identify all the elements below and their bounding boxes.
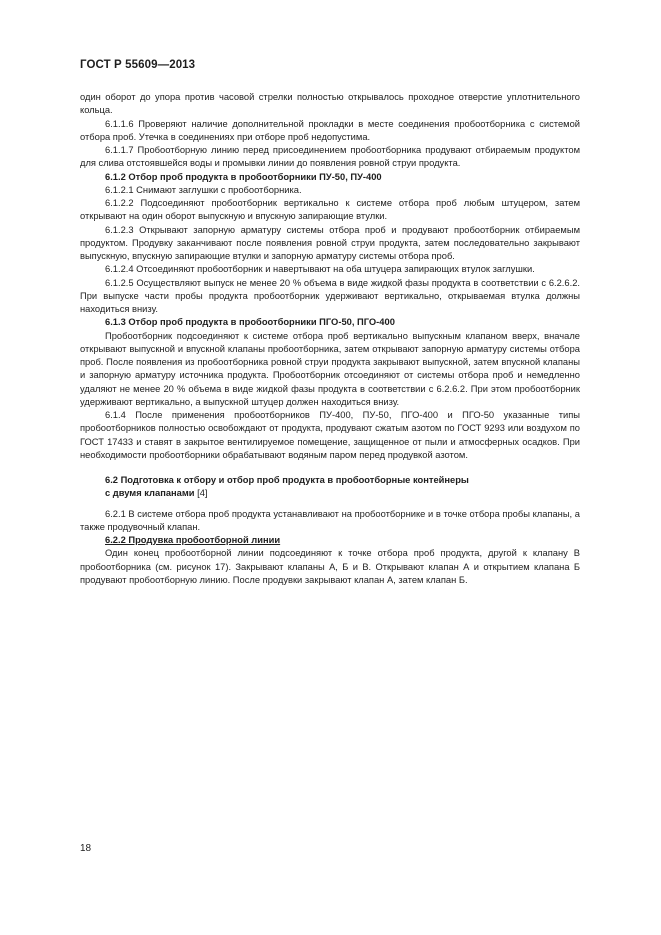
paragraph-continuation: один оборот до упора против часовой стрелки полностью открывалось проходное отверстие уплотнительного кольца. — [80, 92, 580, 116]
paragraph-6-1-2-2: 6.1.2.2 Подсоединяют пробоотборник вертикально к системе отбора проб любым штуцером, затем открывают на один оборот выпускную и впускную запирающие втулки. — [80, 198, 580, 222]
paragraph-6-1-1-6: 6.1.1.6 Проверяют наличие дополнительной прокладки в месте соединения пробоотборника с системой отбора проб. Утечка в соединениях при отборе проб недопустима. — [80, 118, 580, 142]
paragraph-6-1-2-4: 6.1.2.4 Отсоединяют пробоотборник и навертывают на оба штуцера запирающих втулок заглушки. — [105, 264, 535, 275]
paragraph-6-1-3-body: Пробоотборник подсоединяют к системе отбора проб вертикально выпускным клапаном вверх, вначале открывают выпускной и впускной клапаны пробоотборника, затем открывают запорную арматуру системы отбора проб. После появления из пробоотборника ровной струи продукта закрывают выпускной, затем впускной клапаны и запорную арматуру источника продукта. Пробоотборник отсоединяют от системы отбора проб и немедленно удаляют не менее 20 % объема в виде жидкой фазы продукта в соответствии с 6.2.6.2. При этом пробоотборник удерживают вертикально, а выпускной штуцер должен находиться внизу. — [80, 330, 580, 407]
heading-6-2-reference: [4] — [194, 488, 208, 499]
heading-6-2-line2: с двумя клапанами — [105, 488, 195, 499]
paragraph-6-1-2-1: 6.1.2.1 Снимают заглушки с пробоотборника. — [105, 184, 302, 195]
paragraph-6-1-2-3: 6.1.2.3 Открывают запорную арматуру системы отбора проб и продувают пробоотборник отбираемым продуктом. Продувку заканчивают после появления ровной струи продукта, затем последовательно закрывают выпускную, впускную запирающие втулки и запорную арматуру системы отбора проб. — [80, 224, 580, 261]
heading-6-2-line2-wrap — [80, 487, 580, 500]
heading-6-1-3: 6.1.3 Отбор проб продукта в пробоотборники ПГО-50, ПГО-400 — [105, 317, 395, 328]
heading-6-2-line1: 6.2 Подготовка к отбору и отбор проб продукта в пробоотборные контейнеры — [105, 475, 469, 485]
paragraph-6-2-1: 6.2.1 В системе отбора проб продукта устанавливают на пробоотборнике и в точке отбора пробы клапаны, а также продувочный клапан. — [80, 508, 580, 532]
paragraph-6-2-2-body: Один конец пробоотборной линии подсоединяют к точке отбора проб продукта, другой к клапану В пробоотборника (см. рисунок 17). Закрывают клапаны А, Б и В. Открывают клапан А и открытием клапана Б продувают пробоотборную линию. После продувки закрывают клапан А, затем клапан Б. — [80, 548, 580, 585]
paragraph-6-1-2-5: 6.1.2.5 Осуществляют выпуск не менее 20 % объема в виде жидкой фазы продукта в соответствии с 6.2.6.2. При выпуске части пробы продукта пробоотборник удерживают вертикально, открываемая втулка должны находиться внизу. — [80, 277, 580, 314]
heading-6-1-2: 6.1.2 Отбор проб продукта в пробоотборники ПУ-50, ПУ-400 — [105, 171, 382, 182]
paragraph-6-1-1-7: 6.1.1.7 Пробоотборную линию перед присоединением пробоотборника продувают отбираемым продуктом для слива отстоявшейся воды и промывки линии до появления ровной струи продукта. — [80, 145, 580, 169]
page-number: 18 — [80, 843, 92, 854]
heading-6-2-2 — [80, 534, 580, 547]
document-body — [80, 91, 580, 587]
document-header: ГОСТ Р 55609—2013 — [80, 59, 196, 71]
heading-6-2 — [80, 474, 580, 501]
heading-6-2-2-text: 6.2.2 Продувка пробоотборной линии — [105, 535, 281, 545]
paragraph-6-1-4: 6.1.4 После применения пробоотборников ПУ-400, ПУ-50, ПГО-400 и ПГО-50 указанные типы пробоотборников полностью освобождают от продукта, продувают сжатым азотом по ГОСТ 9293 или воздухом по ГОСТ 17433 и ставят в закрытое вентилируемое помещение, защищенное от пыли и атмосферных осадков. При необходимости пробоотборники обрабатывают водяным паром перед продувкой азотом. — [80, 410, 580, 460]
